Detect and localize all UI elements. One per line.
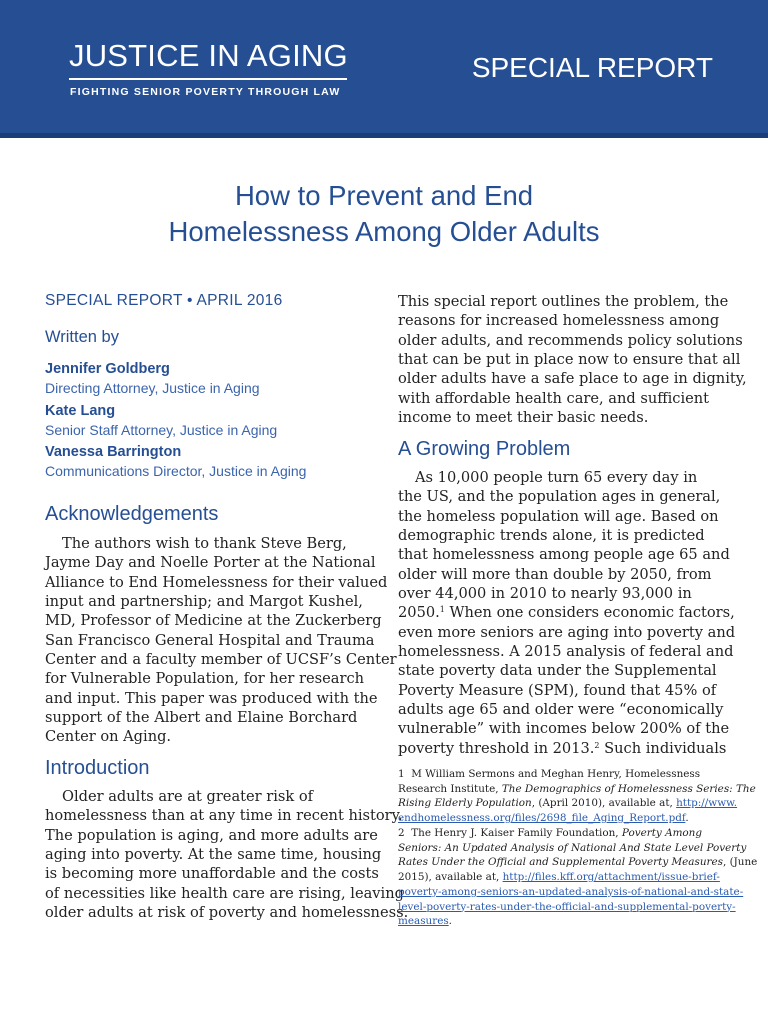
- text-fragment: M William Sermons and Meghan Henry, Homelessness: [411, 768, 701, 780]
- acknowledgements-body: [45, 534, 397, 747]
- footnote-line: [398, 767, 728, 782]
- footnote-line: [398, 826, 728, 841]
- author-role: Directing Attorney, Justice in Aging: [45, 380, 260, 396]
- text-fragment: The Henry J. Kaiser Family Foundation,: [411, 827, 622, 839]
- text-line: demographic trends alone, it is predicted: [398, 527, 705, 545]
- footnote-number: 2: [398, 827, 405, 839]
- text-line: older will more than double by 2050, from: [398, 565, 712, 583]
- text-line: homelessness. A 2015 analysis of federal and: [398, 643, 734, 661]
- report-type-label: SPECIAL REPORT: [471, 52, 713, 83]
- text-line: MD, Professor of Medicine at the Zuckerberg: [45, 612, 382, 630]
- author-block: [45, 359, 260, 398]
- text-fragment: Poverty Among: [621, 827, 703, 839]
- text-line: vulnerable” with incomes below 200% of the: [398, 720, 730, 738]
- text-line: even more seniors are aging into poverty and: [398, 623, 736, 641]
- report-date: SPECIAL REPORT • APRIL 2016: [45, 292, 283, 309]
- author-name: Vanessa Barrington: [45, 444, 182, 460]
- org-logo-name: JUSTICE IN AGING: [69, 38, 348, 73]
- document-title: [0, 178, 768, 250]
- footnote-ref-2[interactable]: 2: [594, 740, 600, 750]
- introduction-body: [45, 787, 408, 922]
- author-block: [45, 401, 277, 440]
- text-fragment: .: [448, 915, 452, 928]
- text-line: older adults at risk of poverty and homelessness.: [45, 904, 409, 922]
- text-line: This special report outlines the problem, the: [398, 293, 729, 310]
- header-divider: [0, 133, 768, 138]
- footnote-ref-1[interactable]: 1: [439, 605, 445, 615]
- footnote-line: [398, 870, 728, 885]
- introduction-heading: Introduction: [45, 757, 150, 779]
- text-fragment: .: [685, 812, 689, 825]
- text-line: Jayme Day and Noelle Porter at the National: [45, 554, 376, 572]
- text-line: aging into poverty. At the same time, housing: [45, 846, 382, 864]
- acknowledgements-heading: Acknowledgements: [45, 503, 219, 525]
- text-line: income to meet their basic needs.: [398, 409, 649, 427]
- footnote-link[interactable]: endhomelessness.org/files/2698_file_Aging_Report.pdf: [398, 812, 686, 825]
- footnote-line: [398, 855, 758, 870]
- text-line: the US, and the population ages in general,: [398, 488, 721, 506]
- text-fragment: When one considers economic factors,: [444, 604, 735, 622]
- footnote-1: [398, 767, 756, 826]
- text-line: is becoming more unaffordable and the costs: [45, 865, 379, 883]
- text-line: reasons for increased homelessness among: [398, 312, 720, 330]
- text-line: [398, 603, 735, 622]
- title-line-2: Homelessness Among Older Adults: [168, 216, 600, 247]
- text-fragment: , (June: [722, 856, 758, 869]
- text-line: older adults have a safe place to age in dignity,: [398, 370, 747, 388]
- text-line: the homeless population will age. Based on: [398, 507, 719, 525]
- text-line: Alliance to End Homelessness for their valued: [45, 573, 388, 591]
- text-line: state poverty data under the Supplemental: [398, 662, 717, 680]
- text-fragment: Rates Under the Official and Supplemental Poverty Measures: [398, 856, 723, 869]
- footnote-line: [398, 811, 728, 826]
- text-line: and input. This paper was produced with the: [45, 689, 378, 707]
- footnote-line: [398, 782, 756, 797]
- text-fragment: Rising Elderly Population: [398, 797, 532, 810]
- text-line: adults age 65 and older were “economically: [398, 701, 724, 719]
- title-line-1: How to Prevent and End: [234, 180, 534, 211]
- text-line: The population is aging, and more adults are: [45, 826, 378, 844]
- text-line: The authors wish to thank Steve Berg,: [62, 535, 347, 552]
- growing-problem-heading: A Growing Problem: [398, 438, 571, 460]
- text-line: Older adults are at greater risk of: [62, 788, 314, 805]
- overview-body: [398, 292, 747, 427]
- text-fragment: Seniors: An Updated Analysis of National And State Level Poverty: [398, 841, 747, 854]
- logo-rule: [69, 78, 347, 80]
- footnote-link[interactable]: level-poverty-rates-under-the-official-and-supplemental-poverty-: [398, 900, 736, 913]
- footnote-line: [398, 885, 744, 900]
- text-line: for Vulnerable Population, for her research: [45, 670, 365, 688]
- text-line: over 44,000 in 2010 to nearly 93,000 in: [398, 585, 692, 603]
- text-fragment: 2050.: [398, 604, 440, 622]
- text-line: input and partnership; and Margot Kushel,: [45, 593, 363, 611]
- text-line: that homelessness among people age 65 and: [398, 546, 730, 564]
- footnote-link[interactable]: measures: [398, 915, 449, 928]
- org-tagline: FIGHTING SENIOR POVERTY THROUGH LAW: [70, 86, 341, 98]
- text-line: [398, 739, 735, 758]
- text-line: San Francisco General Hospital and Trauma: [45, 631, 375, 649]
- footnote-line: [398, 914, 728, 929]
- text-line: Poverty Measure (SPM), found that 45% of: [398, 681, 717, 699]
- text-line: Center on Aging.: [45, 728, 172, 746]
- author-name: Jennifer Goldberg: [45, 361, 170, 377]
- text-line: homelessness than at any time in recent history.: [45, 807, 403, 825]
- text-fragment: Such individuals: [599, 739, 727, 757]
- footnote-line: [398, 900, 736, 915]
- text-line: with affordable health care, and sufficient: [398, 389, 710, 407]
- text-fragment: The Demographics of Homelessness Series: The: [501, 782, 756, 795]
- author-name: Kate Lang: [45, 403, 116, 419]
- footnote-line: [398, 796, 738, 811]
- growing-problem-body: [398, 468, 735, 758]
- text-line: that can be put in place now to ensure that all: [398, 351, 741, 369]
- text-line: of necessities like health care are rising, leaving: [45, 884, 404, 902]
- text-line: support of the Albert and Elaine Borchard: [45, 709, 358, 727]
- text-fragment: 2015), available at,: [398, 871, 503, 884]
- text-fragment: Research Institute,: [398, 782, 502, 795]
- footnote-link[interactable]: http://www.: [676, 797, 738, 810]
- text-fragment: , (April 2010), available at,: [531, 797, 677, 810]
- text-fragment: poverty threshold in 2013.: [398, 739, 595, 757]
- text-line: As 10,000 people turn 65 every day in: [415, 469, 698, 486]
- text-line: older adults, and recommends policy solutions: [398, 331, 743, 349]
- author-role: Senior Staff Attorney, Justice in Aging: [45, 422, 278, 438]
- footnote-link[interactable]: poverty-among-seniors-an-updated-analysis-of-national-and-state-: [398, 885, 744, 898]
- footnote-2: [398, 826, 758, 929]
- written-by-label: Written by: [45, 328, 119, 346]
- author-role: Communications Director, Justice in Aging: [45, 463, 307, 479]
- footnote-number: 1: [398, 768, 405, 780]
- author-block: [45, 442, 306, 481]
- text-line: Center and a faculty member of UCSF’s Center: [45, 651, 397, 669]
- footnote-line: [398, 841, 747, 856]
- footnote-link[interactable]: http://files.kff.org/attachment/issue-brief-: [502, 871, 720, 884]
